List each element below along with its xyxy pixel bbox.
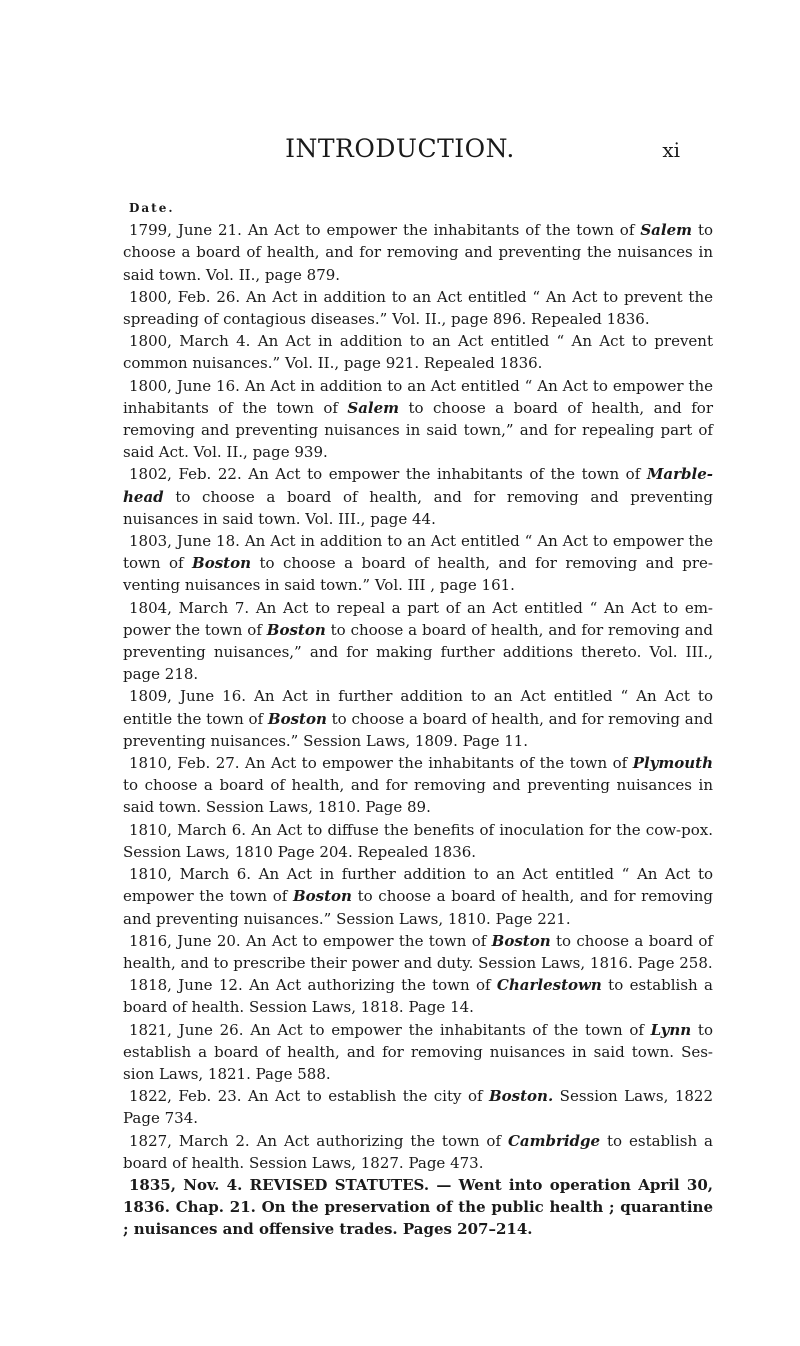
list-item: 1809, June 16. An Act in further addition to an Act entitled “ An Act to entitle the town of Boston to choose a board of health, and for removing and preventing nuisances.” Session Laws, 1809. Page 11. xyxy=(123,687,714,750)
list-item: 1835, Nov. 4. REVISED STATUTES. — Went into operation April 30, 1836. Chap. 21. On the preservation of the public health ; quarantine ; nuisances and offensive trades. Pages 207–214. xyxy=(123,1175,713,1239)
list-item: 1800, June 16. An Act in addition to an Act entitled “ An Act to empower the inhabitants of the town of Salem to choose a board of health, and for removing and preventing nuisances in said town,” and for repealing part of said Act. Vol. II., page 939. xyxy=(123,376,713,462)
list-item: 1799, June 21. An Act to empower the inhabitants of the town of Salem to choose a board of health, and for removing and preventing the nuisances in said town. Vol. II., page 879. xyxy=(123,221,713,284)
date-column-label: Date. xyxy=(129,201,175,215)
list-item: 1800, Feb. 26. An Act in addition to an Act entitled “ An Act to prevent the spreading of contagious diseases.” Vol. II., page 896. Repealed 1836. xyxy=(123,287,713,329)
list-item: 1803, June 18. An Act in addition to an Act entitled “ An Act to empower the town of Boston to choose a board of health, and for removing and pre-venting nuisances in said town.” Vol. III , page 161. xyxy=(123,532,714,595)
list-item: 1810, March 6. An Act in further addition to an Act entitled “ An Act to empower the town of Boston to choose a board of health, and for removing and preventing nuisances.” Session Laws, 1810. Page 221. xyxy=(123,865,713,928)
list-item: 1804, March 7. An Act to repeal a part of an Act entitled “ An Act to em-power the town of Boston to choose a board of health, and for removing and preventing nuisances,” and for making further additions thereto. Vol. III., page 218. xyxy=(123,598,713,684)
list-item: 1816, June 20. An Act to empower the town of Boston to choose a board of health, and to prescribe their power and duty. Session Laws, 1816. Page 258. xyxy=(123,931,713,972)
statute-list xyxy=(123,197,713,1241)
list-item: 1827, March 2. An Act authorizing the town of Cambridge to establish a board of health. Session Laws, 1827. Page 473. xyxy=(123,1131,713,1172)
page-header xyxy=(0,134,800,174)
list-item: 1810, Feb. 27. An Act to empower the inhabitants of the town of Plymouth to choose a board of health, and for removing and preventing nuisances in said town. Session Laws, 1810. Page 89. xyxy=(123,754,713,817)
page-number: xi xyxy=(662,138,680,162)
list-item: 1818, June 12. An Act authorizing the town of Charlestown to establish a board of health. Session Laws, 1818. Page 14. xyxy=(123,976,713,1017)
list-item: 1802, Feb. 22. An Act to empower the inhabitants of the town of Marble-head to choose a board of health, and for removing and preventing nuisances in said town. Vol. III., page 44. xyxy=(123,465,713,528)
list-item: 1822, Feb. 23. An Act to establish the city of Boston. Session Laws, 1822 Page 734. xyxy=(123,1087,714,1128)
list-item: 1821, June 26. An Act to empower the inhabitants of the town of Lynn to establish a board of health, and for removing nuisances in said town. Ses-sion Laws, 1821. Page 588. xyxy=(123,1020,713,1083)
list-item: 1800, March 4. An Act in addition to an Act entitled “ An Act to prevent common nuisances.” Vol. II., page 921. Repealed 1836. xyxy=(123,332,713,373)
page-title: INTRODUCTION. xyxy=(285,134,515,163)
list-item: 1810, March 6. An Act to diffuse the benefits of inoculation for the cow-pox. Session Laws, 1810 Page 204. Repealed 1836. xyxy=(123,820,713,861)
